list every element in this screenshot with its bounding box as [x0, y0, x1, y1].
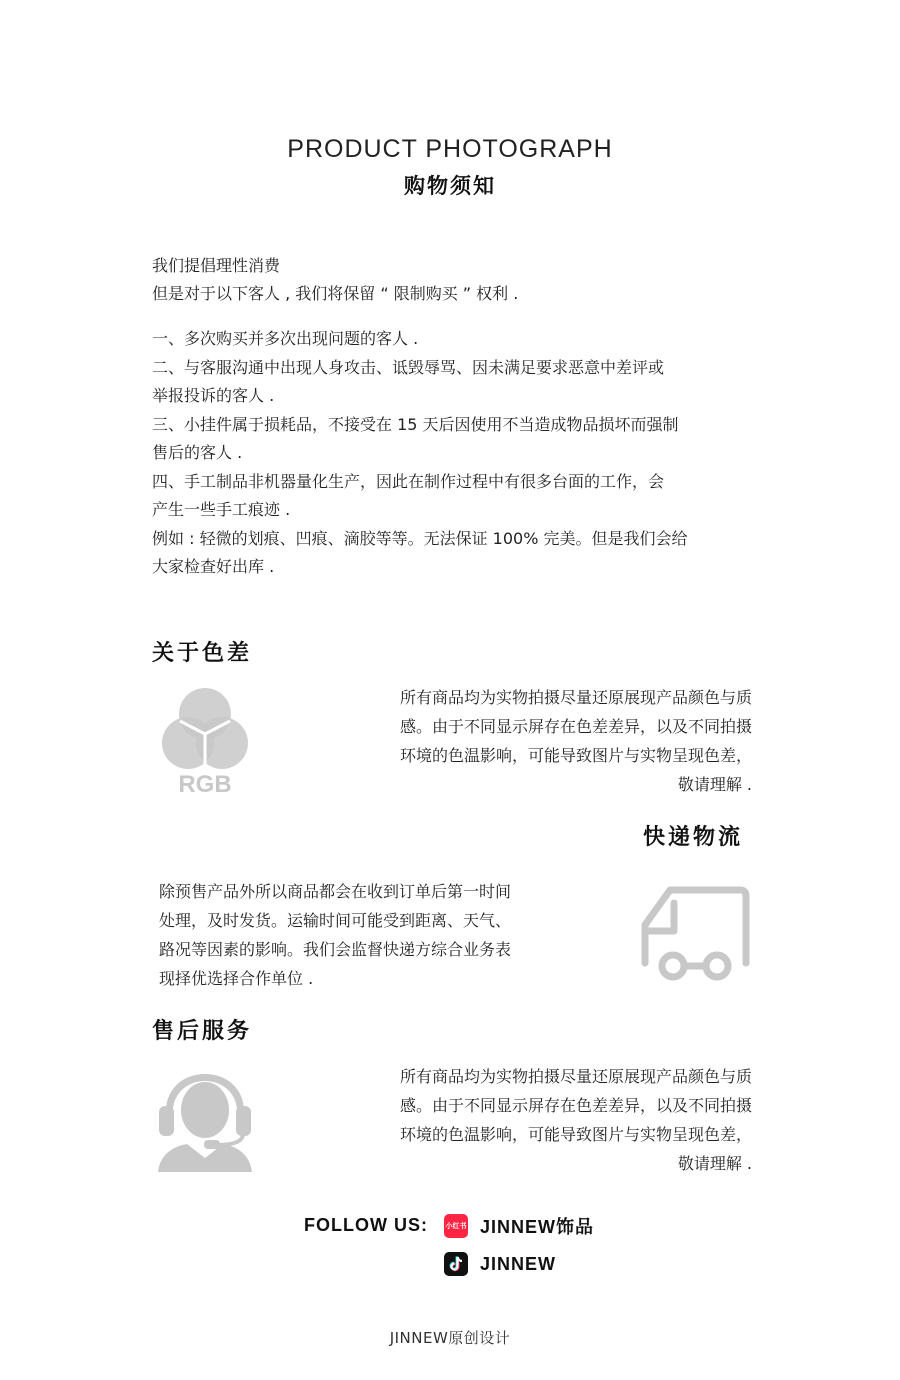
paragraph-line: 敬请理解 . — [677, 1154, 752, 1173]
paragraph-line: 环境的色温影响，可能导致图片与实物呈现色差， — [399, 1125, 752, 1144]
xiaohongshu-account[interactable] — [444, 1213, 594, 1239]
service-section-title: 售后服务 — [152, 1019, 253, 1044]
rgb-icon — [158, 686, 254, 798]
tiktok-account-name: JINNEW — [480, 1253, 557, 1274]
intro-line: 我们提倡理性消费 — [152, 256, 281, 275]
truck-icon — [640, 883, 752, 983]
rule-line: 一、多次购买并多次出现问题的客人 . — [152, 329, 419, 348]
paragraph-line: 现择优选择合作单位 . — [159, 969, 314, 988]
xiaohongshu-icon: 小红书 — [444, 1214, 468, 1238]
follow-us-label: FOLLOW US: — [304, 1215, 428, 1235]
paragraph-line: 除预售产品外所以商品都会在收到订单后第一时间 — [159, 882, 512, 901]
page-title: 购物须知 — [404, 174, 496, 198]
page-title-english: PRODUCT PHOTOGRAPH — [287, 135, 613, 163]
color-section-text — [330, 683, 752, 799]
footer-brand: JINNEW原创设计 — [389, 1329, 511, 1347]
paragraph-line: 感。由于不同显示屏存在色差差异，以及不同拍摄 — [399, 717, 752, 736]
intro-line: 但是对于以下客人 , 我们将保留 “ 限制购买 ” 权利 . — [152, 284, 519, 303]
paragraph-line: 环境的色温影响，可能导致图片与实物呈现色差， — [399, 746, 752, 765]
rule-line: 产生一些手工痕迹 . — [152, 500, 291, 519]
service-section-text — [330, 1062, 752, 1178]
paragraph-line: 感。由于不同显示屏存在色差差异，以及不同拍摄 — [399, 1096, 752, 1115]
rule-line: 二、与客服沟通中出现人身攻击、诋毁辱骂、因未满足要求恶意中差评或 — [152, 357, 665, 377]
color-section-title: 关于色差 — [152, 641, 253, 666]
rule-line: 例如 : 轻微的划痕、凹痕、滴胶等等。无法保证 100% 完美。但是我们会给 — [152, 528, 688, 548]
rule-line: 售后的客人 . — [152, 443, 243, 462]
paragraph-line: 敬请理解 . — [677, 775, 752, 794]
paragraph-line: 所有商品均为实物拍摄尽量还原展现产品颜色与质 — [399, 688, 752, 707]
tiktok-account[interactable] — [444, 1252, 556, 1276]
intro-block — [152, 252, 518, 308]
rule-line: 大家检查好出库 . — [152, 557, 275, 576]
shipping-section-text — [159, 877, 579, 993]
rule-line: 举报投诉的客人 . — [152, 386, 275, 405]
paragraph-line: 路况等因素的影响。我们会监督快递方综合业务表 — [159, 940, 512, 959]
rgb-label: RGB — [178, 771, 232, 798]
headset-agent-icon — [156, 1068, 254, 1172]
tiktok-icon — [444, 1252, 468, 1276]
rule-line: 四、手工制品非机器量化生产，因此在制作过程中有很多台面的工作，会 — [152, 471, 665, 491]
paragraph-line: 处理，及时发货。运输时间可能受到距离、天气、 — [159, 911, 512, 930]
shipping-section-title: 快递物流 — [643, 825, 744, 850]
rule-line: 三、小挂件属于损耗品，不接受在 15 天后因使用不当造成物品损坏而强制 — [152, 414, 679, 434]
rules-list — [152, 325, 762, 582]
xiaohongshu-account-name: JINNEW饰品 — [480, 1217, 595, 1237]
paragraph-line: 所有商品均为实物拍摄尽量还原展现产品颜色与质 — [399, 1067, 752, 1086]
